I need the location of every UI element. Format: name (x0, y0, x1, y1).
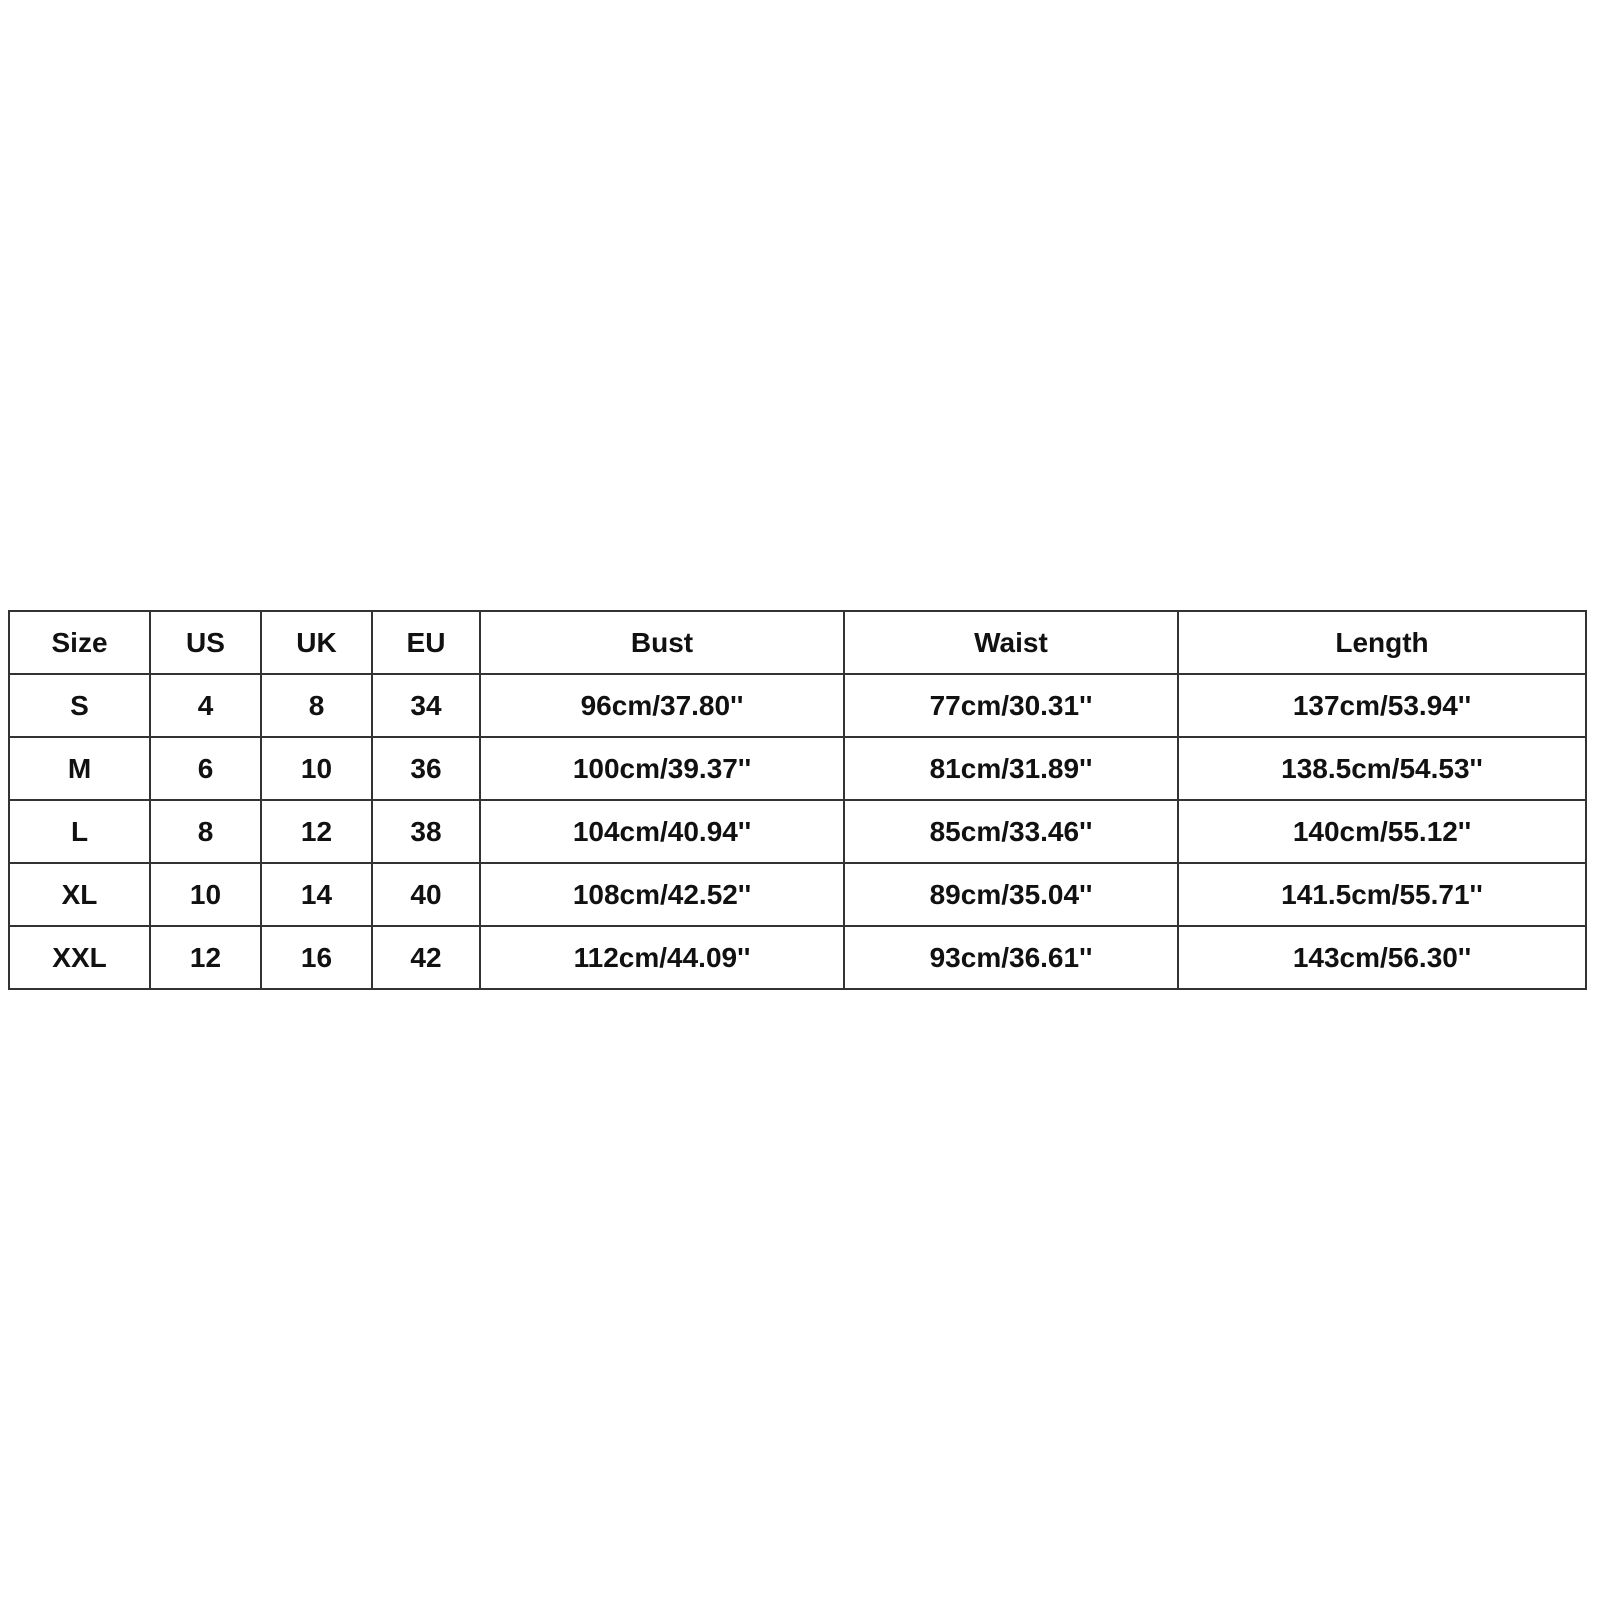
cell-bust: 108cm/42.52'' (480, 863, 844, 926)
cell-length: 137cm/53.94'' (1178, 674, 1586, 737)
cell-waist: 77cm/30.31'' (844, 674, 1178, 737)
cell-uk: 10 (261, 737, 372, 800)
header-eu: EU (372, 611, 480, 674)
cell-eu: 38 (372, 800, 480, 863)
cell-eu: 40 (372, 863, 480, 926)
cell-us: 10 (150, 863, 261, 926)
size-chart-table (8, 610, 1587, 990)
cell-length: 140cm/55.12'' (1178, 800, 1586, 863)
cell-us: 8 (150, 800, 261, 863)
cell-length: 141.5cm/55.71'' (1178, 863, 1586, 926)
cell-size: M (9, 737, 150, 800)
cell-waist: 85cm/33.46'' (844, 800, 1178, 863)
cell-length: 143cm/56.30'' (1178, 926, 1586, 989)
header-size: Size (9, 611, 150, 674)
header-us: US (150, 611, 261, 674)
cell-bust: 104cm/40.94'' (480, 800, 844, 863)
cell-uk: 12 (261, 800, 372, 863)
cell-waist: 93cm/36.61'' (844, 926, 1178, 989)
cell-eu: 36 (372, 737, 480, 800)
cell-waist: 89cm/35.04'' (844, 863, 1178, 926)
cell-us: 12 (150, 926, 261, 989)
cell-waist: 81cm/31.89'' (844, 737, 1178, 800)
cell-size: XXL (9, 926, 150, 989)
table-row (9, 674, 1586, 737)
header-uk: UK (261, 611, 372, 674)
cell-bust: 96cm/37.80'' (480, 674, 844, 737)
cell-size: L (9, 800, 150, 863)
header-length: Length (1178, 611, 1586, 674)
cell-uk: 14 (261, 863, 372, 926)
table-row (9, 926, 1586, 989)
cell-uk: 16 (261, 926, 372, 989)
cell-size: S (9, 674, 150, 737)
cell-us: 6 (150, 737, 261, 800)
header-waist: Waist (844, 611, 1178, 674)
cell-length: 138.5cm/54.53'' (1178, 737, 1586, 800)
cell-bust: 112cm/44.09'' (480, 926, 844, 989)
header-row (9, 611, 1586, 674)
cell-eu: 42 (372, 926, 480, 989)
cell-size: XL (9, 863, 150, 926)
table-row (9, 863, 1586, 926)
cell-us: 4 (150, 674, 261, 737)
table-row (9, 737, 1586, 800)
cell-bust: 100cm/39.37'' (480, 737, 844, 800)
cell-uk: 8 (261, 674, 372, 737)
header-bust: Bust (480, 611, 844, 674)
table-row (9, 800, 1586, 863)
cell-eu: 34 (372, 674, 480, 737)
